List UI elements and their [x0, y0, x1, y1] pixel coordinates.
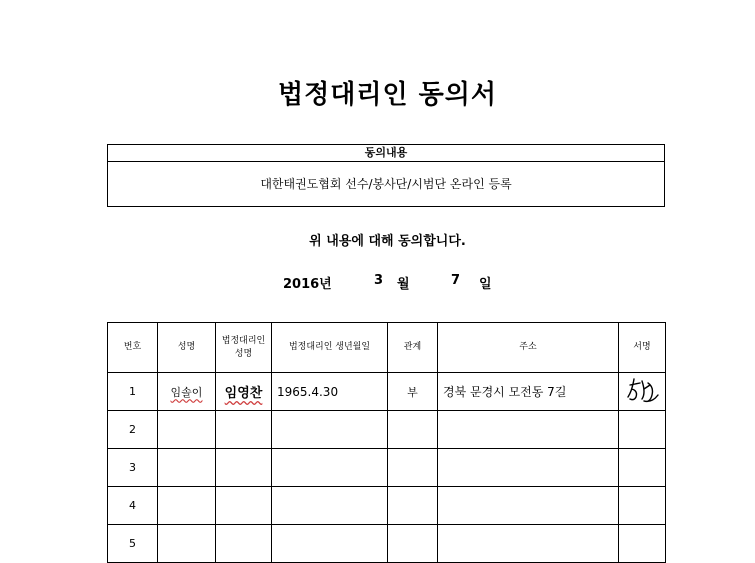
header-signature: 서명 — [619, 323, 666, 373]
cell-relation — [388, 411, 438, 449]
handwritten-signature — [622, 373, 662, 407]
cell-guardian-name: 임영찬 — [224, 386, 263, 401]
header-guardian-name: 법정대리인 성명 — [216, 323, 272, 373]
cell-guardian-name — [216, 411, 272, 449]
cell-name — [158, 449, 216, 487]
date-month-unit: 월 — [397, 277, 410, 292]
cell-guardian-birth — [272, 525, 388, 563]
cell-guardian-name — [216, 487, 272, 525]
cell-guardian-birth: 1965.4.30 — [272, 373, 388, 411]
cell-guardian-birth — [272, 449, 388, 487]
date-month: 3 — [374, 273, 384, 288]
cell-name — [158, 411, 216, 449]
date-day: 7 — [451, 273, 461, 288]
cell-address — [438, 525, 619, 563]
cell-address — [438, 449, 619, 487]
header-name: 성명 — [158, 323, 216, 373]
document-title: 법정대리인 동의서 — [278, 80, 497, 110]
cell-no: 1 — [108, 373, 158, 411]
cell-address: 경북 문경시 모전동 7길 — [438, 373, 619, 411]
cell-signature — [619, 525, 666, 563]
consent-box — [107, 144, 665, 207]
date-year: 2016년 — [283, 277, 332, 292]
cell-relation — [388, 449, 438, 487]
cell-relation — [388, 487, 438, 525]
consent-content: 대한태권도협회 선수/봉사단/시범단 온라인 등록 — [260, 177, 512, 191]
cell-guardian-birth — [272, 487, 388, 525]
header-relation: 관계 — [388, 323, 438, 373]
cell-signature — [619, 487, 666, 525]
cell-signature — [619, 449, 666, 487]
cell-relation — [388, 525, 438, 563]
cell-name: 임솔이 — [170, 385, 203, 399]
cell-name — [158, 487, 216, 525]
cell-guardian-birth — [272, 411, 388, 449]
header-no: 번호 — [108, 323, 158, 373]
cell-address — [438, 487, 619, 525]
consent-header: 동의내용 — [108, 145, 664, 162]
header-address: 주소 — [438, 323, 619, 373]
cell-no: 2 — [108, 411, 158, 449]
table-header-row — [108, 323, 666, 373]
cell-no: 3 — [108, 449, 158, 487]
guardian-table — [107, 322, 666, 563]
cell-signature — [619, 411, 666, 449]
cell-no: 5 — [108, 525, 158, 563]
cell-signature — [619, 373, 666, 411]
table-row — [108, 373, 666, 411]
cell-no: 4 — [108, 487, 158, 525]
cell-name — [158, 525, 216, 563]
cell-guardian-name — [216, 449, 272, 487]
cell-guardian-name — [216, 525, 272, 563]
table-row — [108, 449, 666, 487]
table-row — [108, 411, 666, 449]
table-row — [108, 487, 666, 525]
cell-address — [438, 411, 619, 449]
cell-relation: 부 — [388, 373, 438, 411]
table-row — [108, 525, 666, 563]
header-guardian-birth: 법정대리인 생년월일 — [272, 323, 388, 373]
agreement-statement: 위 내용에 대해 동의합니다. — [309, 234, 466, 249]
date-day-unit: 일 — [479, 277, 492, 292]
